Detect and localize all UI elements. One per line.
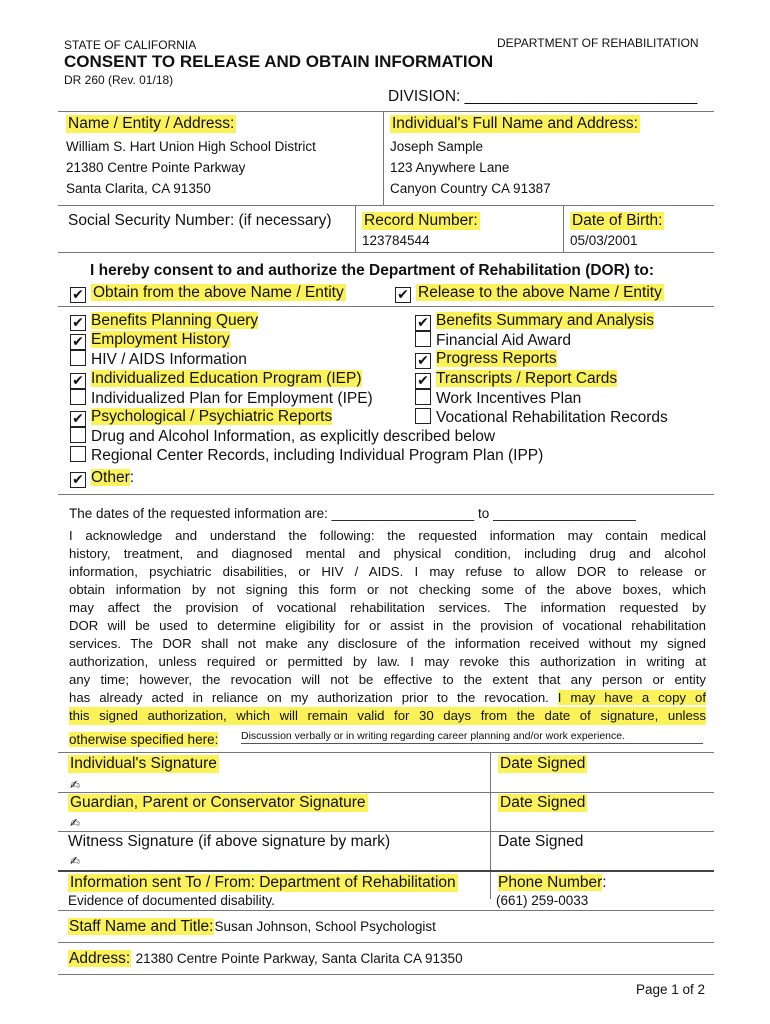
checkbox-checked[interactable]: ✔ xyxy=(70,287,86,303)
date-signed-label: Date Signed xyxy=(500,794,586,811)
paragraph-line: services. The DOR shall not make any disclosure of the information received without my signed xyxy=(69,636,706,651)
pen-icon[interactable]: ✍ xyxy=(70,854,81,868)
checkbox-unchecked[interactable] xyxy=(70,350,86,366)
item-progress-reports[interactable] xyxy=(415,350,557,369)
date-signed-label: Date Signed xyxy=(498,833,584,850)
paragraph-text: has already acted in reliance on my authorization prior to the revocation. xyxy=(69,690,549,705)
consent-heading: I hereby consent to and authorize the Department of Rehabilitation (DOR) to: xyxy=(90,262,655,279)
section-divider xyxy=(58,974,714,975)
date-signed-label: Date Signed xyxy=(500,755,586,772)
record-number-value[interactable]: 123784544 xyxy=(362,233,430,248)
item-psych[interactable] xyxy=(70,408,332,427)
obtain-option[interactable] xyxy=(70,284,346,303)
division-field[interactable]: DIVISION: ___________________________ xyxy=(388,88,698,105)
phone-value[interactable]: (661) 259-0033 xyxy=(496,893,589,908)
paragraph-line: obtain information by not signing this form or not checking some of the above boxes, which xyxy=(69,582,706,597)
section-divider xyxy=(58,870,714,872)
section-divider xyxy=(58,205,714,206)
item-label: Progress Reports xyxy=(436,350,557,367)
paragraph-line: DOR will be used to determine eligibility for or assist in the provision of vocational rehabilitation xyxy=(69,618,706,633)
address-row xyxy=(68,950,463,968)
section-divider xyxy=(58,494,714,495)
item-label: Psychological / Psychiatric Reports xyxy=(91,408,333,425)
item-work-incentives[interactable] xyxy=(415,389,581,408)
checkbox-unchecked[interactable] xyxy=(415,389,431,405)
release-label: Release to the above Name / Entity xyxy=(418,284,662,301)
pen-icon[interactable]: ✍ xyxy=(70,778,81,792)
section-divider xyxy=(58,831,714,832)
checkbox-checked[interactable]: ✔ xyxy=(395,287,411,303)
item-other[interactable] xyxy=(70,469,134,488)
dates-field[interactable]: The dates of the requested information are: ___________________ to ___________________ xyxy=(69,506,636,521)
info-sent-label: Information sent To / From: Department of Rehabilitation xyxy=(70,874,456,891)
item-label: Other xyxy=(91,469,130,486)
pen-icon[interactable]: ✍ xyxy=(70,816,81,830)
item-financial-aid[interactable] xyxy=(415,331,571,350)
address-label: Address: xyxy=(69,950,131,967)
section-divider xyxy=(58,942,714,943)
paragraph-line: I acknowledge and understand the following: the requested information may contain medical xyxy=(69,528,706,543)
individual-line-1[interactable]: Joseph Sample xyxy=(390,139,484,154)
staff-label: Staff Name and Title: xyxy=(69,918,214,935)
staff-value[interactable]: Susan Johnson, School Psychologist xyxy=(214,919,436,934)
individual-signature-label: Individual's Signature xyxy=(70,755,217,772)
item-voc-rehab[interactable] xyxy=(415,408,668,427)
other-colon: : xyxy=(129,469,135,486)
obtain-label: Obtain from the above Name / Entity xyxy=(93,284,344,301)
individual-label: Individual's Full Name and Address: xyxy=(392,115,638,132)
page-number: Page 1 of 2 xyxy=(636,982,706,997)
item-ipe[interactable] xyxy=(70,389,373,408)
item-employment-history[interactable] xyxy=(70,331,230,350)
paragraph-line-10 xyxy=(69,689,706,707)
item-regional-center[interactable] xyxy=(70,446,543,465)
release-option[interactable] xyxy=(395,284,664,303)
form-number: DR 260 (Rev. 01/18) xyxy=(64,73,174,87)
checkbox-unchecked[interactable] xyxy=(70,446,86,462)
item-label: Individualized Plan for Employment (IPE) xyxy=(91,390,373,407)
checkbox-checked[interactable]: ✔ xyxy=(415,353,431,369)
acknowledgement-paragraph xyxy=(69,527,706,725)
witness-signature-label: Witness Signature (if above signature by mark) xyxy=(68,833,391,850)
item-transcripts[interactable] xyxy=(415,370,617,389)
record-number-label: Record Number: xyxy=(364,212,478,229)
individual-line-3[interactable]: Canyon Country CA 91387 xyxy=(390,181,551,196)
section-divider xyxy=(58,306,714,307)
otherwise-specified-label: otherwise specified here: xyxy=(69,732,219,747)
checkbox-checked[interactable]: ✔ xyxy=(70,373,86,389)
paragraph-line-highlight: this signed authorization, which will remain valid for 30 days from the date of signature, unless xyxy=(69,708,706,723)
checkbox-checked[interactable]: ✔ xyxy=(415,373,431,389)
ssn-label: Social Security Number: (if necessary) xyxy=(68,212,332,229)
column-divider xyxy=(383,111,384,205)
paragraph-highlight: I may have a copy of xyxy=(557,690,706,705)
specified-value[interactable]: Discussion verbally or in writing regarding career planning and/or work experience. xyxy=(241,730,703,744)
paragraph-line: authorization, unless required or permitted by law. I may revoke this authorization in writing at xyxy=(69,654,706,669)
item-label: Regional Center Records, including Individual Program Plan (IPP) xyxy=(91,447,544,464)
item-label: Benefits Planning Query xyxy=(91,312,259,329)
state-label: STATE OF CALIFORNIA xyxy=(64,38,197,52)
checkbox-checked[interactable]: ✔ xyxy=(415,315,431,331)
paragraph-line: history, treatment, and diagnosed mental and physical condition, including drug and alcohol xyxy=(69,546,706,561)
checkbox-unchecked[interactable] xyxy=(70,389,86,405)
checkbox-checked[interactable]: ✔ xyxy=(70,315,86,331)
phone-label-wrap xyxy=(498,874,607,892)
address-value[interactable]: 21380 Centre Pointe Parkway, Santa Clarita CA 91350 xyxy=(135,951,463,966)
phone-colon: : xyxy=(602,874,607,891)
column-divider xyxy=(490,752,491,899)
checkbox-checked[interactable]: ✔ xyxy=(70,334,86,350)
item-iep[interactable] xyxy=(70,370,362,389)
checkbox-unchecked[interactable] xyxy=(70,427,86,443)
info-sent-value[interactable]: Evidence of documented disability. xyxy=(68,893,275,908)
item-label: Financial Aid Award xyxy=(436,332,571,349)
item-label: Benefits Summary and Analysis xyxy=(436,312,654,329)
paragraph-line: information, psychiatric disabilities, or HIV / AIDS. I may refuse to allow DOR to release or xyxy=(69,564,706,579)
item-label: Transcripts / Report Cards xyxy=(436,370,618,387)
item-label: HIV / AIDS Information xyxy=(91,351,247,368)
item-benefits-summary[interactable] xyxy=(415,312,654,331)
entity-label: Name / Entity / Address: xyxy=(68,115,235,132)
checkbox-checked[interactable]: ✔ xyxy=(70,472,86,488)
paragraph-line: may affect the provision of vocational rehabilitation services. The information requested by xyxy=(69,600,706,615)
section-divider xyxy=(58,252,714,253)
section-divider xyxy=(58,910,714,911)
checkbox-checked[interactable]: ✔ xyxy=(70,411,86,427)
checkbox-unchecked[interactable] xyxy=(415,331,431,347)
checkbox-unchecked[interactable] xyxy=(415,408,431,424)
phone-label: Phone Number xyxy=(498,874,603,891)
entity-line-3[interactable]: Santa Clarita, CA 91350 xyxy=(66,181,211,196)
dob-label: Date of Birth: xyxy=(572,212,663,229)
section-divider xyxy=(58,752,714,753)
column-divider xyxy=(355,205,356,252)
item-label: Work Incentives Plan xyxy=(436,390,582,407)
individual-line-2[interactable]: 123 Anywhere Lane xyxy=(390,160,510,175)
entity-line-1[interactable]: William S. Hart Union High School District xyxy=(66,139,316,154)
item-hiv-aids[interactable] xyxy=(70,350,247,369)
item-label: Vocational Rehabilitation Records xyxy=(436,409,668,426)
column-divider xyxy=(563,205,564,252)
staff-row xyxy=(68,918,436,936)
department-label: DEPARTMENT OF REHABILITATION xyxy=(497,36,699,50)
paragraph-line: any time; however, the revocation will not be effective to the extent that any person or entity xyxy=(69,672,706,687)
guardian-signature-label: Guardian, Parent or Conservator Signature xyxy=(70,794,366,811)
dob-value[interactable]: 05/03/2001 xyxy=(570,233,638,248)
item-label: Drug and Alcohol Information, as explicitly described below xyxy=(91,428,496,445)
item-drug-alcohol[interactable] xyxy=(70,427,495,446)
item-benefits-planning[interactable] xyxy=(70,312,258,331)
form-title: CONSENT TO RELEASE AND OBTAIN INFORMATION xyxy=(64,52,494,71)
section-divider xyxy=(58,111,714,112)
item-label: Employment History xyxy=(91,331,230,348)
item-label: Individualized Education Program (IEP) xyxy=(91,370,362,387)
entity-line-2[interactable]: 21380 Centre Pointe Parkway xyxy=(66,160,246,175)
section-divider xyxy=(58,792,714,793)
